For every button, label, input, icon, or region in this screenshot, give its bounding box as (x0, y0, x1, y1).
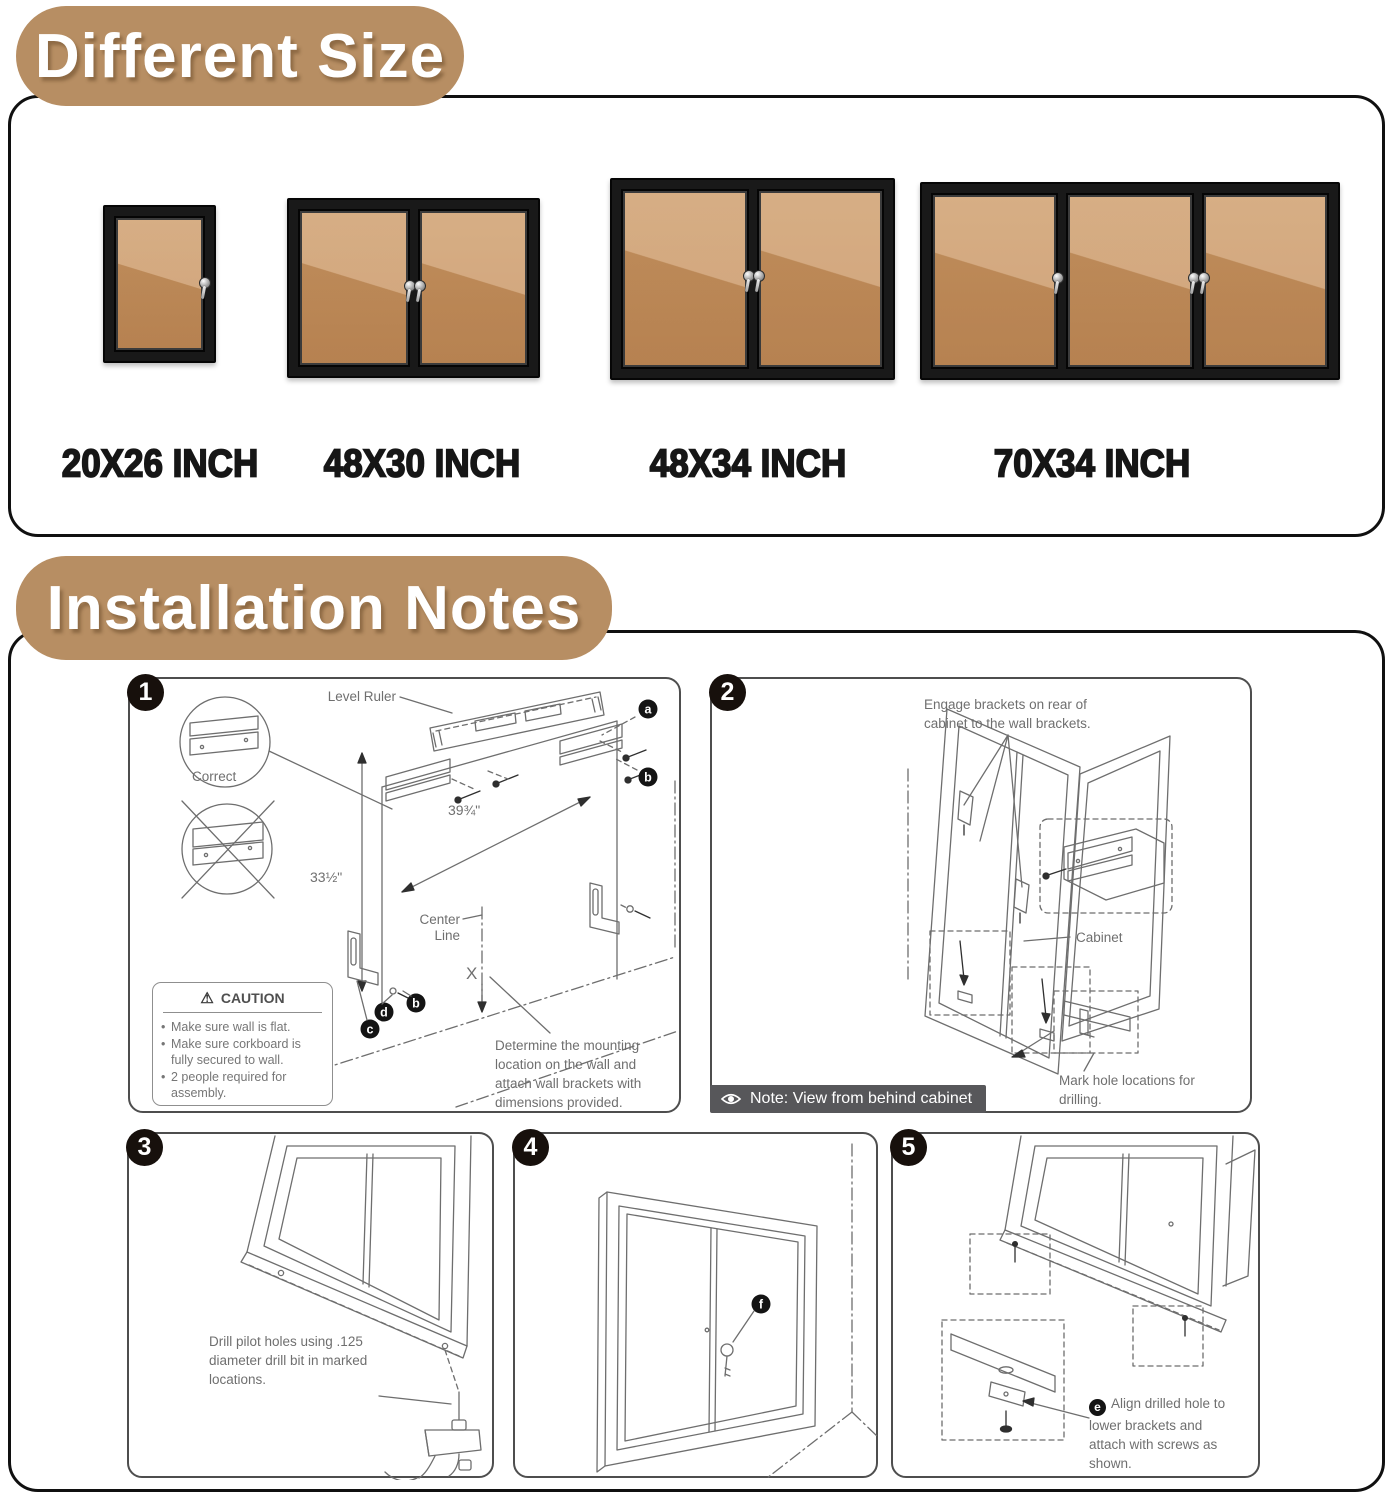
board-door (1202, 193, 1329, 369)
caution-item: • Make sure corkboard is fully secured to wall. (161, 1036, 324, 1069)
lock-icon (1052, 272, 1062, 298)
board-48x34 (610, 178, 895, 380)
lock-icon (199, 277, 209, 303)
lock-cabinet-diagram (515, 1134, 880, 1480)
callout-a: a (644, 702, 652, 717)
board-48x30 (287, 198, 540, 378)
board-door (621, 189, 749, 369)
board-door (298, 209, 410, 367)
step-5-instruction-text: Align drilled hole to lower brackets and attach with screws as shown. (1089, 1396, 1226, 1472)
view-note-badge (710, 1085, 986, 1113)
height-dimension: 33½" (310, 869, 343, 885)
step-2-number: 2 (709, 674, 746, 711)
step-1-panel (128, 677, 681, 1113)
step-1-note: Determine the mounting location on the wall and attach wall brackets with dimensions provided. (495, 1038, 642, 1111)
cabinet-label: Cabinet (1076, 930, 1123, 945)
size-label-48x34: 48X34 INCH (649, 441, 847, 486)
step-5-instruction (1089, 1394, 1241, 1473)
board-door (1066, 193, 1193, 369)
step-2-panel (710, 677, 1252, 1113)
step-4-panel (513, 1132, 878, 1478)
callout-c: c (366, 1022, 374, 1037)
size-label-48x30: 48X30 INCH (323, 441, 521, 486)
width-dimension: 39¾" (448, 802, 481, 818)
board-20x26 (103, 205, 216, 363)
eye-icon (720, 1092, 742, 1106)
center-line-label-1: Center (419, 912, 460, 927)
board-door (418, 209, 530, 367)
caution-item: • Make sure wall is flat. (161, 1019, 324, 1036)
cabinet-mounting-diagram (712, 679, 1254, 1115)
warning-icon: ⚠ (200, 990, 214, 1007)
lock-icon (414, 280, 424, 306)
callout-f: f (758, 1297, 764, 1312)
callout-e: e (1089, 1399, 1106, 1416)
mark-holes-note: Mark hole locations for drilling. (1059, 1073, 1195, 1108)
lock-icon (743, 270, 753, 296)
x-mark: X (466, 964, 478, 983)
installation-notes-title: Installation Notes (16, 556, 612, 660)
lock-icon (1188, 272, 1198, 298)
caution-item: • 2 people required for assembly. (161, 1069, 324, 1102)
board-70x34 (920, 182, 1340, 380)
step-5-number: 5 (890, 1129, 927, 1166)
lock-icon (753, 270, 763, 296)
center-line-label-2: Line (434, 928, 460, 943)
callout-b: b (644, 770, 652, 785)
step-5-panel (891, 1132, 1260, 1478)
size-label-20x26: 20X26 INCH (61, 441, 259, 486)
level-ruler-label: Level Ruler (327, 689, 396, 704)
correct-label: Correct (192, 769, 237, 784)
lock-icon (1198, 272, 1208, 298)
step-3-instruction: Drill pilot holes using .125 diameter drill bit in marked locations. (209, 1334, 368, 1388)
callout-b2: b (412, 996, 420, 1011)
different-size-title: Different Size (16, 6, 464, 106)
caution-title: CAUTION (220, 990, 285, 1006)
board-door (114, 216, 205, 352)
board-door (757, 189, 885, 369)
caution-box (152, 982, 333, 1106)
callout-d: d (380, 1005, 388, 1020)
step-2-instruction: Engage brackets on rear of cabinet to the wall brackets. (924, 697, 1091, 732)
step-3-number: 3 (126, 1129, 163, 1166)
drill-pilot-holes-diagram (129, 1134, 496, 1480)
lock-icon (404, 280, 414, 306)
step-1-number: 1 (127, 674, 164, 711)
size-label-70x34: 70X34 INCH (993, 441, 1191, 486)
view-note-text: Note: View from behind cabinet (750, 1090, 973, 1107)
step-3-panel (127, 1132, 494, 1478)
step-4-number: 4 (512, 1129, 549, 1166)
board-door (931, 193, 1058, 369)
